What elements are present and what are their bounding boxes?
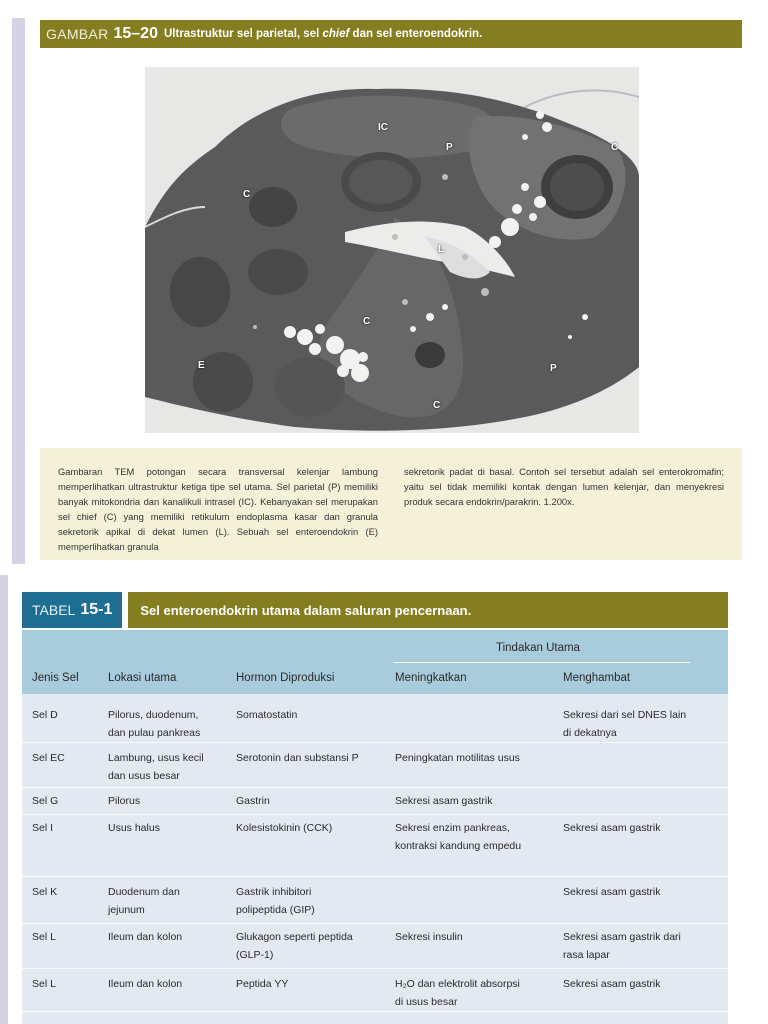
figure-header — [40, 20, 742, 48]
group-header: Tindakan Utama — [496, 642, 580, 654]
caption-left-column: Gambaran TEM potongan secara transversal kelenjar lambung memperlihatkan ultrastruktur ketiga tipe sel utama. Sel parietal (P) memiliki banyak mitokondria dan kanalikuli intrasel (IC). Kebanyakan sel merupakan sel chief (C) yang memiliki retikulum endoplasma kasar dan granula sekretorik apikal di dekat lumen (L). Sebuah sel enteroendokrin (E) memperlihatkan granula — [58, 466, 378, 552]
cell-type: Sel L — [32, 978, 56, 990]
cell-location: Ileum dan kolon — [108, 931, 183, 943]
figure-caption — [40, 448, 742, 560]
cell-inhibit: Sekresi dari sel DNES lain di dekatnya — [563, 709, 687, 739]
cell-type: Sel D — [32, 709, 58, 721]
table-row — [22, 696, 728, 743]
figure-title — [164, 28, 482, 40]
micro-label-l: L — [438, 244, 445, 255]
micro-label-c-left: C — [243, 189, 251, 200]
column-header: Jenis Sel — [32, 672, 79, 684]
cell-increase: H₂O dan elektrolit absorpsi di usus besar — [395, 978, 520, 1008]
cell-hormone: Kolesistokinin (CCK) — [236, 822, 333, 834]
cell-hormone: Gastrik inhibitori polipeptida (GIP) — [236, 886, 315, 916]
figure-title-italic: chief — [322, 28, 350, 40]
figure-label-number: 15–20 — [113, 25, 158, 42]
table-label-word: TABEL — [32, 602, 76, 618]
cell-inhibit: Sekresi asam gastrik — [563, 978, 661, 990]
micrograph-image — [145, 67, 639, 433]
tem-micrograph — [145, 67, 639, 433]
column-header: Menghambat — [563, 672, 631, 684]
table-row — [22, 788, 728, 815]
cell-increase: Peningkatan motilitas usus — [395, 752, 520, 764]
micro-label-e: E — [198, 360, 205, 371]
table-row — [22, 815, 728, 877]
cell-type: Sel K — [32, 886, 58, 898]
cell-hormone: Peptida YY — [236, 978, 289, 990]
cell-location: Ileum dan kolon — [108, 978, 183, 990]
table-head — [22, 630, 728, 694]
table-row — [22, 924, 728, 969]
cell-inhibit: Sekresi asam gastrik — [563, 886, 661, 898]
cell-type: Sel L — [32, 931, 56, 943]
left-margin-bar — [0, 575, 8, 1024]
cell-increase: Sekresi asam gastrik — [395, 795, 493, 807]
left-margin-bar — [12, 18, 25, 564]
table-header — [22, 592, 728, 628]
table-label-number: 15-1 — [80, 601, 113, 618]
table-row — [22, 969, 728, 1012]
cell-increase: Sekresi enzim pankreas, kontraksi kandung empedu — [395, 822, 522, 852]
figure-title-pre: Ultrastruktur sel parietal, sel — [163, 28, 323, 40]
micro-label-c-center: C — [363, 316, 371, 327]
cell-hormone: Somatostatin — [236, 709, 298, 721]
figure-title-post: dan sel enteroendokrin. — [349, 28, 483, 40]
table-title: Sel enteroendokrin utama dalam saluran pencernaan. — [122, 592, 728, 628]
data-table — [22, 630, 728, 1024]
cell-hormone: Gastrin — [236, 795, 270, 807]
table-row — [22, 877, 728, 924]
cell-location: Duodenum dan jejunum — [108, 886, 180, 916]
micro-label-c-bottom: C — [433, 400, 441, 411]
cell-increase: Sekresi insulin — [395, 931, 463, 943]
cell-type: Sel I — [32, 822, 54, 834]
cell-inhibit: Sekresi asam gastrik dari rasa lapar — [563, 931, 681, 961]
cell-type: Sel EC — [32, 752, 65, 764]
column-header: Lokasi utama — [108, 672, 177, 684]
cell-hormone: Glukagon seperti peptida (GLP-1) — [236, 931, 353, 961]
cell-location: Usus halus — [108, 822, 160, 834]
table-label — [22, 592, 122, 628]
cell-type: Sel G — [32, 795, 59, 807]
cell-inhibit: Sekresi asam gastrik — [563, 822, 661, 834]
column-header: Meningkatkan — [395, 672, 467, 684]
micro-label-ic: IC — [378, 122, 388, 133]
cell-hormone: Serotonin dan substansi P — [236, 752, 359, 764]
column-header: Hormon Diproduksi — [236, 672, 335, 684]
micro-label-c-top-right: C — [611, 142, 619, 153]
cell-location: Pilorus, duodenum, dan pulau pankreas — [108, 709, 201, 739]
cell-location: Pilorus — [108, 795, 141, 807]
caption-right-column: sekretorik padat di basal. Contoh sel tersebut adalah sel enterokromafin; yaitu sel tidak memiliki kontak dengan lumen kelenjar, dan menyekresi produk secara endokrin/parakrin. 1.200x. — [404, 466, 724, 507]
group-header-rule — [394, 662, 690, 663]
figure-label-word: GAMBAR — [46, 26, 109, 42]
micro-label-p-top: P — [446, 142, 453, 153]
micro-label-p-right: P — [550, 363, 557, 374]
cell-location: Lambung, usus kecil dan usus besar — [108, 752, 204, 782]
table-row — [22, 743, 728, 788]
